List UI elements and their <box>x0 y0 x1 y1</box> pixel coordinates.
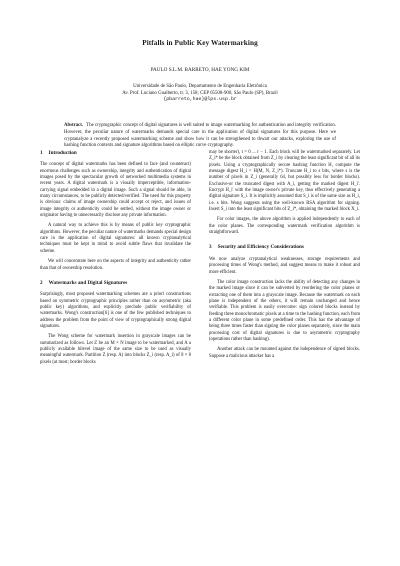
section-title: Introduction <box>48 150 77 156</box>
abstract-text: The cryptographic concept of digital signatures is well suited to image watermarking for authentication and integrity verification. However, the peculiar nature of watermarks demands special care in the application of digital signatures for this purpose. Here we cryptanalyze a recently proposed watermarking scheme and show how it can be strengthened to thwart our attacks, exploring the use of hashing function contexts and signature algorithms based on elliptic curve cryptography. <box>64 123 336 149</box>
abstract <box>64 123 336 150</box>
affiliation-block <box>0 84 400 104</box>
affiliation-line: Av. Prof. Luciano Gualberto, tr. 3, 158; CEP 05508-900, São Paulo (SP), Brazil <box>122 90 278 96</box>
paragraph: We now analyze cryptanalytical weaknesses, storage requirements and processing times of Wong's method, and suggest means to make it robust and more efficient. <box>209 256 360 275</box>
paper-authors: PAULO S.L.M. BARRETO, HAE YONG KIM <box>150 67 250 73</box>
section-heading <box>209 244 360 250</box>
right-column <box>209 150 360 364</box>
paragraph: Surprisingly, most proposed watermarking schemes are a priori constructions based on symmetric cryptographic principles rather than on asymmetric (aka public key) algorithms, and explicitly preclude public verifiability of watermarks. Wong's construction[6] is one of the few published techniques to address the problem from the point of view of cryptographically strong digital signatures. <box>40 292 191 329</box>
paragraph: Another attack can be mounted against the independence of signed blocks. Suppose a malicious attacker has a <box>209 347 360 359</box>
paragraph: The concept of digital watermarks has been defined to face (and counteract) enormous challenges such as ownership, integrity and authentication of digital images posed by the spectacular growth of networked multimedia systems in recent years. A digital watermark is a visually imperceptible, information-carrying signal embedded in a digital image. Such a signal should be able, in many circumstances, to be publicly detected/verified. The need for this property is obvious: claims of image ownership could accept or reject, and issues of image integrity or authenticity could be settled, without the image owner or originator having to unnecessarily disclose any private information. <box>40 162 191 219</box>
section-title: Security and Efficiency Considerations <box>217 244 304 251</box>
email-line: {pbarreto,hae}@lps.usp.br <box>163 97 237 103</box>
section-number: 1 <box>40 150 43 156</box>
section-title: Watermarks and Digital Signatures <box>48 279 128 286</box>
paragraph: The Wong scheme for watermark insertion in grayscale images can be summarized as follows. Let Z be an M × N image to be watermarked, and A a publicly available bilevel image of the same size to be used as visually meaningful watermark. Partition Z (resp. A) into blocks Z_i (resp. A_i) of 8 × 8 pixels (at most; border blocks <box>40 334 191 365</box>
section-number: 2 <box>40 279 43 286</box>
section-number: 3 <box>209 244 212 251</box>
paper-title: Pitfalls in Public Key Watermarking <box>142 39 258 47</box>
paragraph: may be shorter), t = 0 ... r − 1. Each block will be watermarked separately. Let Z_i* be the block obtained from Z_i by clearing the least significant bit of all its pixels. Using a cryptographically secure hashing function H, compute the message digest H_i = H(M, N, Z_i*). Truncate H_i to s bits, where s is the number of pixels in Z_i (generally 64, but possibly less for border blocks). Exclusive-or the truncated digest with A_i, getting the marked digest H_i'. Encrypt H_i' with the image owner's private key, thus effectively generating a digital signature S_i. It is implicitly assumed that S_i is of the same size as H_i, i.e. s bits. Wong suggests using the well-known RSA algorithm for signing. Insert S_i into the least significant bits of Z_i*, obtaining the marked block X_i. <box>209 150 360 213</box>
section-heading <box>40 150 191 156</box>
abstract-lead: Abstract. <box>64 123 84 128</box>
affiliation-line: Universidade de São Paulo, Departamento de Engenharia Eletrônica <box>133 84 267 89</box>
section-heading <box>40 280 191 286</box>
paragraph: For color images, the above algorithm is applied independently to each of the color planes. The corresponding watermark verification algorithm is straightforward. <box>209 217 360 236</box>
paragraph: The color image construction lacks the ability of detecting any changes in the marked image since it can be subverted by reordering the color planes or extracting one of them into a grayscale image. Because the watermark on each plane is independent of the others, it will remain unchanged and hence verifiable. This problem is easily overcome: sign colored blocks instead by feeding three monochromatic pixels at a time to the hashing function, each from a different color plane in some predefined order. This has the advantage of being three times faster than signing the color planes separately, since the main processing cost of digital signatures is due to asymmetric cryptography (operations rather than hashing). <box>209 279 360 342</box>
left-column <box>40 150 191 370</box>
paragraph: A natural way to achieve this is by means of public key cryptographic algorithms. However, the peculiar nature of watermarks demands special design care in the application of digital signatures: all known cryptanalytical techniques must be kept in mind to avoid subtle flaws that invalidate the scheme. <box>40 223 191 254</box>
paragraph: We will concentrate here on the aspects of integrity and authenticity rather than that of ownership resolution. <box>40 259 191 271</box>
